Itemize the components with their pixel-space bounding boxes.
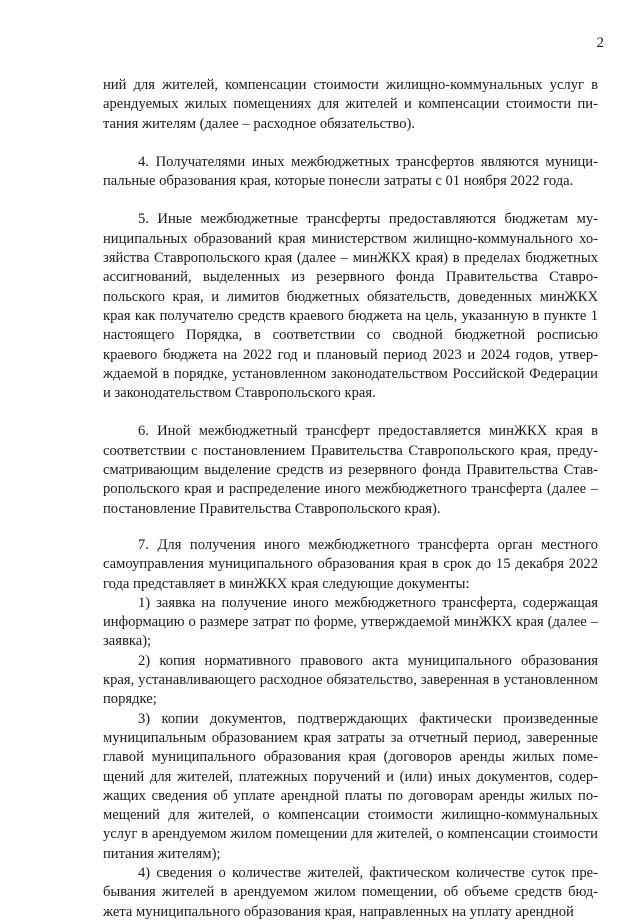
- list-item-4: 4) сведения о количестве жителей, фактическом количестве суток пребывания жителей в арендуемом жилом помещении, об объеме средств бюджета муниципального образования края, направленных на уплату арендной: [103, 864, 598, 920]
- page-number: 2: [596, 35, 604, 51]
- paragraph-5: 5. Иные межбюджетные трансферты предоставляются бюджетам муниципальных образований края министерством жилищно-коммунального хозяйства Ставропольского края (далее – минЖКХ края) в пределах бюджетных ассигнований, выделенных из резервного фонда Правительства Ставропольского края, и лимитов бюджетных обязательств, доведенных минЖКХ края как получателю средств краевого бюджета на цель, указанную в пункте 1 настоящего Порядка, в соответствии со сводной бюджетной росписью краевого бюджета на 2022 год и плановый период 2023 и 2024 годов, утверждаемой в порядке, установленном законодательством Российской Федерации и законодательством Ставропольского края.: [103, 211, 598, 402]
- list-item-2: 2) копия нормативного правового акта муниципального образования края, устанавливающего расходное обязательство, заверенная в установленном порядке;: [103, 652, 598, 708]
- list-item-3: 3) копии документов, подтверждающих фактически произведенные муниципальным образованием края затраты за отчетный период, заверенные главой муниципального образования края (договоров аренды жилых помещений для жителей, платежных поручений и (или) иных документов, содержащих сведения об уплате арендной платы по договорам аренды жилых помещений для жителей, о компенсации стоимости жилищно-коммунальных услуг в арендуемом жилом помещении для жителей, о компенсации стоимости питания жителям);: [103, 710, 598, 862]
- paragraph-continuation: ний для жителей, компенсации стоимости жилищно-коммунальных услуг в арендуемых жилых помещениях для жителей и компенсации стоимости питания жителям (далее – расходное обязательство).: [103, 77, 598, 132]
- paragraph-4: 4. Получателями иных межбюджетных трансфертов являются муниципальные образования края, которые понесли затраты с 01 ноября 2022 года.: [103, 153, 598, 190]
- list-item-1: 1) заявка на получение иного межбюджетного трансферта, содержащая информацию о размере затрат по форме, утверждаемой минЖКХ края (далее – заявка);: [103, 594, 598, 650]
- paragraph-6: 6. Иной межбюджетный трансферт предоставляется минЖКХ края в соответствии с постановлением Правительства Ставропольского края, предусматривающим выделение средств из резервного фонда Правительства Ставропольского края и распределение иного межбюджетного трансферта (далее – постановление Правительства Ставропольского края).: [103, 423, 598, 517]
- paragraph-7: 7. Для получения иного межбюджетного трансферта орган местного самоуправления муниципального образования края в срок до 15 декабря 2022 года представляет в минЖКХ края следующие документы:: [103, 536, 598, 592]
- document-body: [103, 76, 598, 922]
